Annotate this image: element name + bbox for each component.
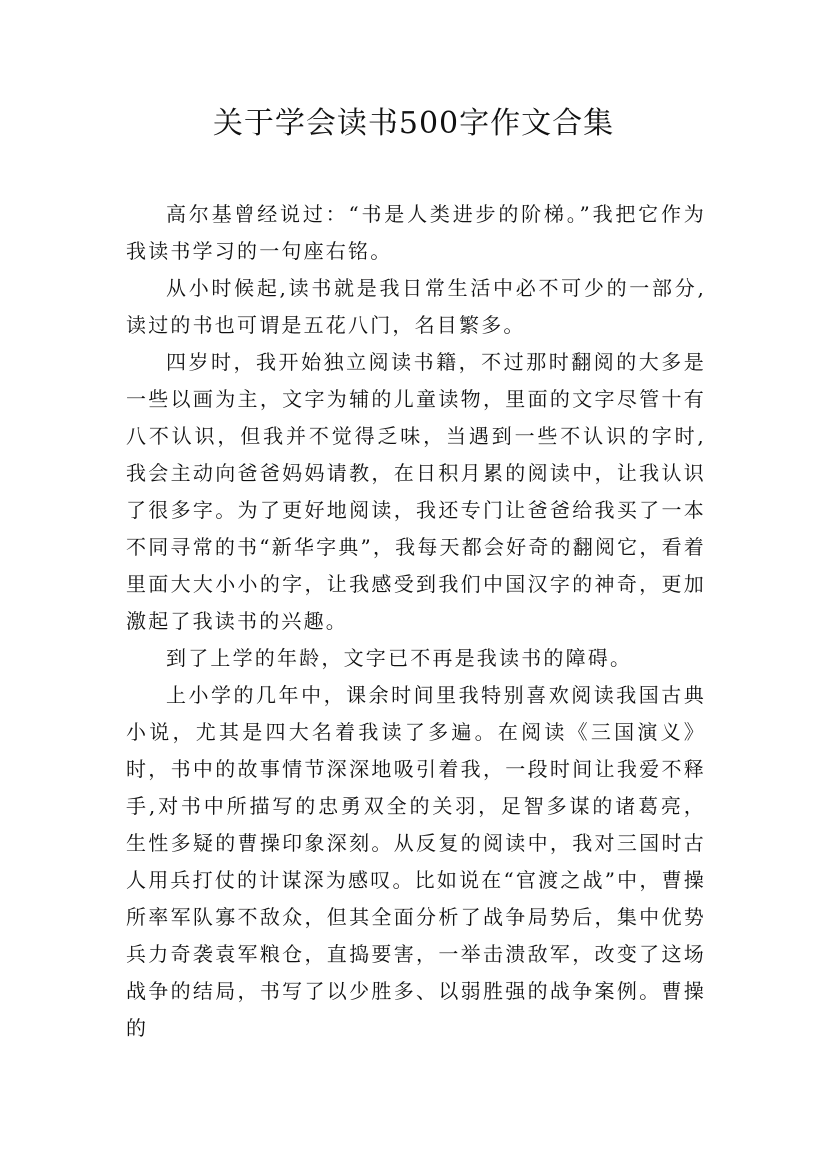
paragraph-3: 四岁时，我开始独立阅读书籍，不过那时翻阅的大多是一些以画为主，文字为辅的儿童读物，里面的文字尽管十有八不认识，但我并不觉得乏味，当遇到一些不认识的字时,我会主动向爸爸妈妈请教，在日积月累的阅读中，让我认识了很多字。为了更好地阅读，我还专门让爸爸给我买了一本不同寻常的书“新华字典”，我每天都会好奇的翻阅它，看着里面大大小小的字，让我感受到我们中国汉字的神奇，更加激起了我读书的兴趣。	[126, 350, 706, 633]
paragraph-4: 到了上学的年龄，文字已不再是我读书的障碍。	[166, 646, 633, 670]
paragraph-2: 从小时候起,读书就是我日常生活中必不可少的一部分,读过的书也可谓是五花八门，名目繁多。	[126, 276, 706, 337]
paragraph-5: 上小学的几年中，课余时间里我特别喜欢阅读我国古典小说，尤其是四大名着我读了多遍。在阅读《三国演义》时，书中的故事情节深深地吸引着我，一段时间让我爱不释手,对书中所描写的忠勇双全的关羽，足智多谋的诸葛亮，生性多疑的曹操印象深刻。从反复的阅读中，我对三国时古人用兵打仗的计谋深为感叹。比如说在“官渡之战”中，曹操所率军队寡不敌众，但其全面分析了战争局势后，集中优势兵力奇袭袁军粮仓，直捣要害，一举击溃敌军，改变了这场战争的结局，书写了以少胜多、以弱胜强的战争案例。曹操的	[126, 683, 706, 1040]
document-body	[126, 196, 706, 1047]
document-title: 关于学会读书500字作文合集	[212, 106, 615, 141]
paragraph-1: 高尔基曾经说过：“书是人类进步的阶梯。”我把它作为我读书学习的一句座右铭。	[126, 202, 706, 263]
